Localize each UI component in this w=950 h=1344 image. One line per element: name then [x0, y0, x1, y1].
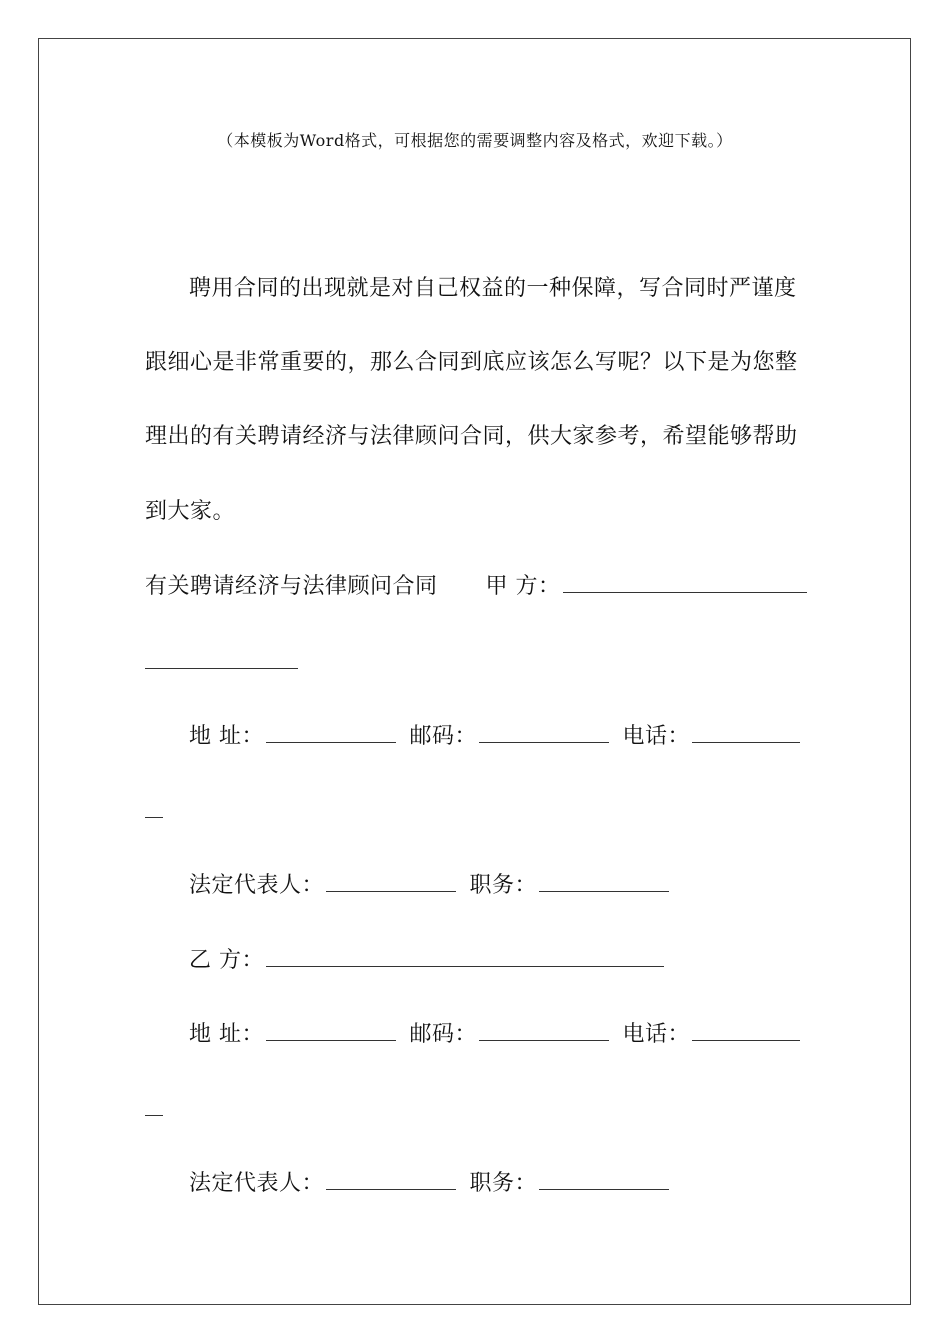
- party-b-address-label: 地 址：: [189, 1022, 264, 1047]
- contract-title: 有关聘请经济与法律顾问合同: [145, 574, 438, 599]
- party-a-label: 甲 方：: [485, 574, 561, 599]
- party-a-legal-rep-blank[interactable]: [326, 871, 456, 892]
- party-b-legal-rep-blank[interactable]: [326, 1169, 456, 1190]
- party-b-row: [189, 946, 670, 976]
- party-a-phone-continued-row: [145, 797, 169, 827]
- party-a-phone-blank[interactable]: [692, 722, 800, 743]
- party-b-phone-label: 电话：: [622, 1022, 691, 1047]
- party-b-phone-continued-row: [145, 1095, 169, 1125]
- intro-line-4: 到大家。: [145, 499, 236, 524]
- intro-line-3: 理出的有关聘请经济与法律顾问合同，供大家参考，希望能够帮助: [145, 424, 798, 449]
- party-b-address-blank[interactable]: [266, 1020, 396, 1041]
- party-a-blank-continued-row: [145, 648, 304, 678]
- party-a-blank-continued[interactable]: [145, 648, 298, 669]
- party-a-legal-rep-label: 法定代表人：: [189, 873, 325, 898]
- intro-line-1: 聘用合同的出现就是对自己权益的一种保障，写合同时严谨度: [189, 276, 797, 301]
- party-a-address-row: [189, 722, 800, 752]
- party-b-position-blank[interactable]: [539, 1169, 669, 1190]
- party-a-blank[interactable]: [563, 572, 807, 593]
- party-b-legal-rep-label: 法定代表人：: [189, 1171, 325, 1196]
- party-a-phone-blank-continued[interactable]: [145, 797, 163, 818]
- party-b-postcode-label: 邮码：: [409, 1022, 478, 1047]
- party-b-rep-row: [189, 1169, 675, 1199]
- template-notice: （本模板为Word格式，可根据您的需要调整内容及格式，欢迎下载。）: [217, 131, 733, 150]
- party-a-postcode-label: 邮码：: [409, 724, 478, 749]
- party-a-phone-label: 电话：: [622, 724, 691, 749]
- party-b-phone-blank-continued[interactable]: [145, 1095, 163, 1116]
- contract-title-row: [145, 572, 813, 602]
- party-b-postcode-blank[interactable]: [479, 1020, 609, 1041]
- party-a-address-blank[interactable]: [266, 722, 396, 743]
- party-b-phone-blank[interactable]: [692, 1020, 800, 1041]
- party-b-label: 乙 方：: [189, 948, 264, 973]
- party-a-rep-row: [189, 871, 675, 901]
- party-b-address-row: [189, 1020, 800, 1050]
- party-b-blank[interactable]: [266, 946, 664, 967]
- party-a-address-label: 地 址：: [189, 724, 264, 749]
- party-b-position-label: 职务：: [469, 1171, 538, 1196]
- party-a-postcode-blank[interactable]: [479, 722, 609, 743]
- party-a-position-label: 职务：: [469, 873, 538, 898]
- party-a-position-blank[interactable]: [539, 871, 669, 892]
- intro-line-2: 跟细心是非常重要的，那么合同到底应该怎么写呢？以下是为您整: [145, 350, 798, 375]
